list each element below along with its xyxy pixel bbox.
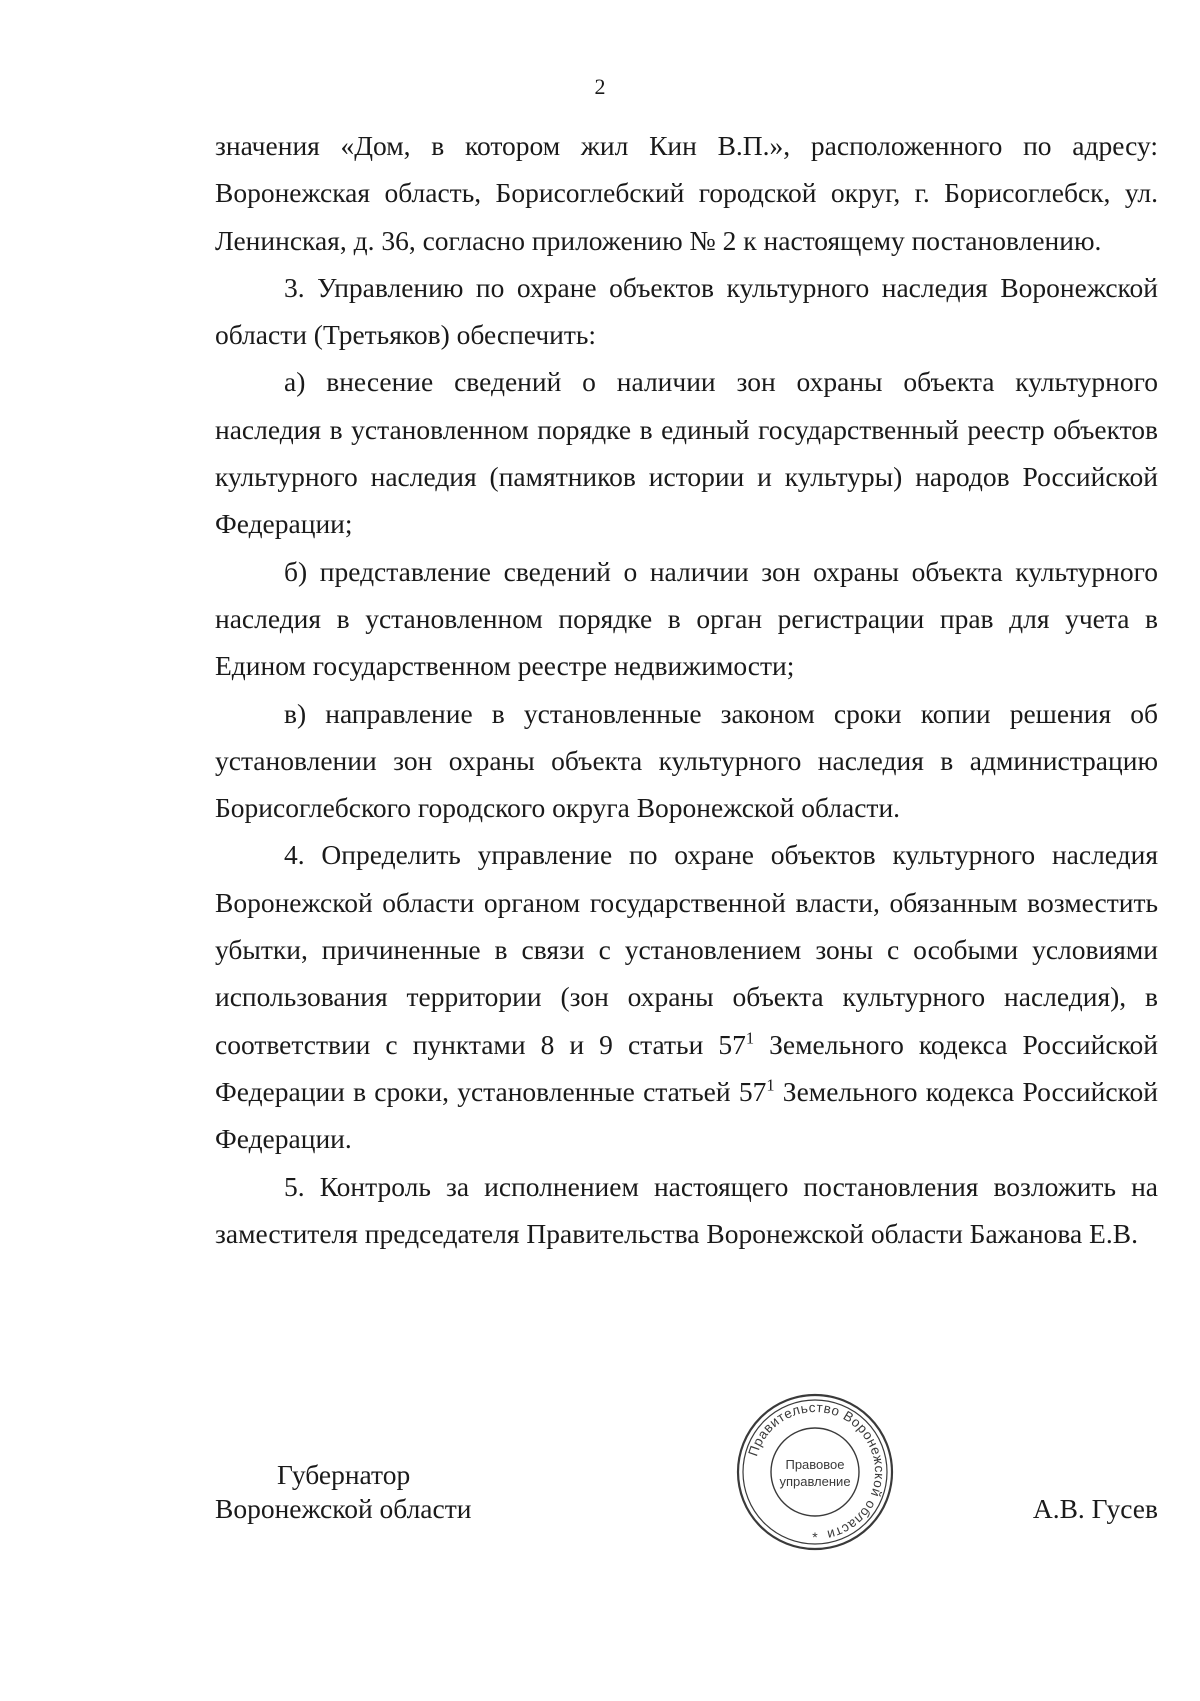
signature-title-line-1: Губернатор <box>277 1459 411 1490</box>
paragraph-item-4-part-1: 4. Определить управление по охране объектов культурного наследия Воронежской области органом государственной власти, обязанным возместить убытки, причиненные в связи с установлением зоны с особыми условиями использования территории (зон охраны объекта культурного наследия), в соответствии с пунктами 8 и 9 статьи 57 <box>215 839 1158 1060</box>
paragraph-item-4-part-3: Земельного кодекса Российской Федерации. <box>215 1075 1158 1155</box>
paragraph-item-3a: а) внесение сведений о наличии зон охраны объекта культурного наследия в установленном порядке в единый государственный реестр объектов культурного наследия (памятников истории и культуры) народов Российской Федерации; <box>215 366 1158 540</box>
seal-inner-line-1: Правовое <box>785 1457 845 1472</box>
page-number: 2 <box>594 74 606 99</box>
paragraph-item-4 <box>215 831 1158 1162</box>
paragraph-item-4-part-2: Земельного кодекса Российской Федерации в сроки, установленные статьей 57 <box>215 1028 1158 1107</box>
official-seal <box>735 1392 895 1552</box>
paragraph-item-3b: б) представление сведений о наличии зон охраны объекта культурного наследия в установленном порядке в орган регистрации прав для учета в Едином государственном реестре недвижимости; <box>215 555 1158 682</box>
signature-title-line-2: Воронежской области <box>215 1493 472 1524</box>
paragraph-continuation: значения «Дом, в котором жил Кин В.П.», расположенного по адресу: Воронежская область, Борисоглебский городской округ, г. Борисоглебск, ул. Ленинская, д. 36, согласно приложению № 2 к настоящему постановлению. <box>215 130 1158 256</box>
paragraph-item-3v: в) направление в установленные законом сроки копии решения об установлении зон охраны объекта культурного наследия в администрацию Борисоглебского городского округа Воронежской области. <box>215 697 1158 824</box>
paragraph-item-3: 3. Управлению по охране объектов культурного наследия Воронежской области (Третьяков) обеспечить: <box>215 271 1158 351</box>
seal-outer-ring <box>738 1395 892 1549</box>
signatory-name: А.В. Гусев <box>1032 1493 1158 1524</box>
seal-inner-line-2: управление <box>779 1474 851 1489</box>
seal-inner-ring <box>771 1428 859 1516</box>
document-body <box>215 122 1158 1257</box>
seal-stamp-graphic <box>735 1392 895 1552</box>
seal-star-icon: * <box>812 1529 818 1545</box>
seal-outer-text: Правительство Воронежской области <box>745 1399 888 1543</box>
superscript-one: 1 <box>766 1075 775 1095</box>
signature-title <box>215 1458 471 1526</box>
paragraph-item-5: 5. Контроль за исполнением настоящего постановления возложить на заместителя председателя Правительства Воронежской области Бажанова Е.В. <box>215 1170 1158 1249</box>
superscript-one: 1 <box>745 1027 755 1047</box>
